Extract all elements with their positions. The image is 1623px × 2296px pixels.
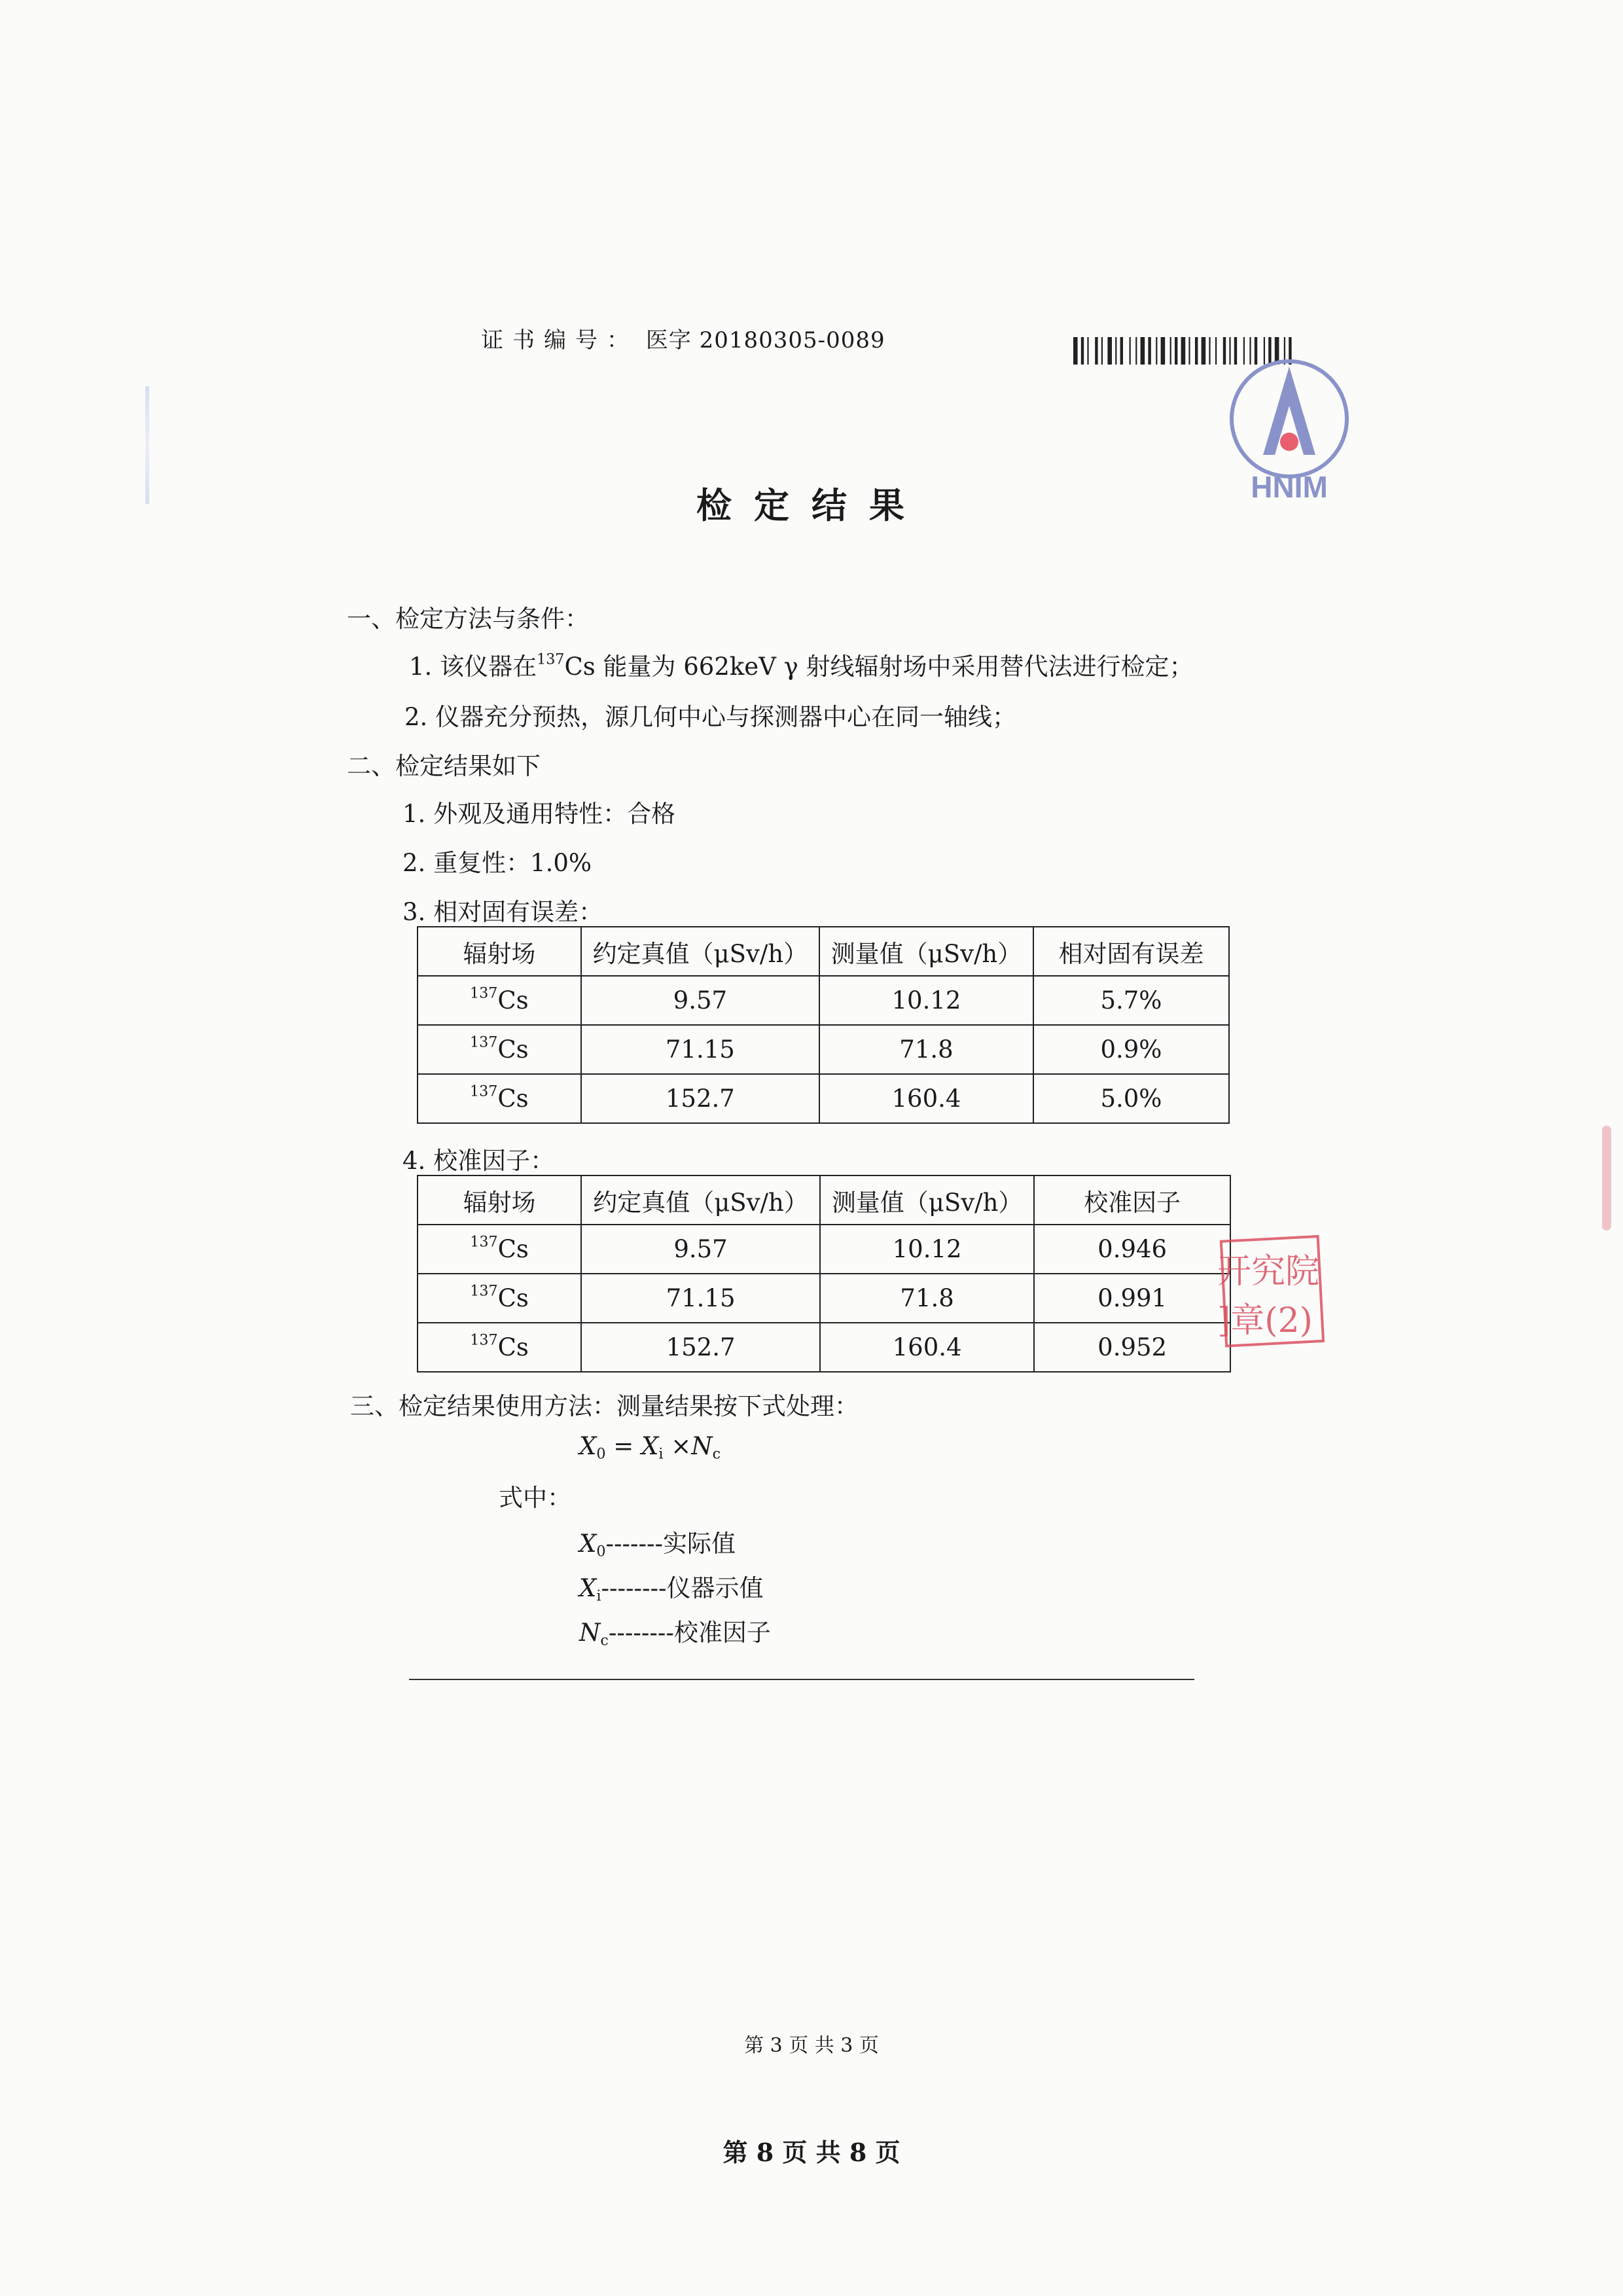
- formula: $X_0 = X_i \times N_c$: [579, 1432, 721, 1463]
- field-cell: $^{137}$Cs: [418, 1323, 581, 1372]
- section-2-heading: 二、检定结果如下: [347, 752, 541, 780]
- stamp-line-2: ]章(2): [1217, 1301, 1313, 1340]
- end-rule: [409, 1679, 1194, 1680]
- result-cell: 0.991: [1034, 1274, 1230, 1323]
- outer-page-number: 第 8 页 共 8 页: [722, 2138, 901, 2167]
- scan-edge-mark-right: [1602, 1126, 1611, 1230]
- measured-cell: 160.4: [820, 1323, 1034, 1372]
- measured-cell: 71.8: [819, 1025, 1033, 1074]
- true-value-cell: 152.7: [581, 1074, 819, 1123]
- header-cell: 辐射场: [418, 927, 581, 976]
- section-2-item-4: 4. 校准因子：: [402, 1147, 555, 1175]
- certificate-number: 医字 20180305-0089: [645, 327, 885, 353]
- section-2-item-1: 1. 外观及通用特性：合格: [402, 800, 676, 828]
- field-cell: $^{137}$Cs: [418, 1074, 581, 1123]
- field-cell: $^{137}$Cs: [418, 976, 581, 1025]
- header-cell: 相对固有误差: [1033, 927, 1229, 976]
- table-row: [418, 1025, 1229, 1074]
- result-cell: 0.946: [1034, 1225, 1230, 1274]
- header-cell: 约定真值（μSv/h）: [581, 927, 819, 976]
- stamp-line-1: 开究院: [1217, 1252, 1320, 1291]
- result-cell: 5.0%: [1033, 1074, 1229, 1123]
- table-header-row: [418, 927, 1229, 976]
- logo-text: HNIM: [1251, 470, 1328, 504]
- official-seal-stamp: [1211, 1234, 1325, 1352]
- true-value-cell: 152.7: [581, 1323, 820, 1372]
- definition-nc: $N_c--------$校准因子: [579, 1619, 771, 1649]
- table-row: [418, 1225, 1230, 1274]
- section-1-heading: 一、检定方法与条件：: [347, 605, 589, 633]
- true-value-cell: 9.57: [581, 976, 819, 1025]
- field-cell: $^{137}$Cs: [418, 1025, 581, 1074]
- measured-cell: 71.8: [820, 1274, 1034, 1323]
- section-2-item-3: 3. 相对固有误差：: [402, 898, 603, 926]
- header-cell: 测量值（μSv/h）: [820, 1175, 1034, 1225]
- field-cell: $^{137}$Cs: [418, 1274, 581, 1323]
- table-row: [418, 1274, 1230, 1323]
- definition-x0: $X_0-------$实际值: [579, 1530, 736, 1560]
- section-2-item-2: 2. 重复性：1.0%: [402, 849, 592, 877]
- measured-cell: 10.12: [819, 976, 1033, 1025]
- table-row: [418, 976, 1229, 1025]
- true-value-cell: 9.57: [581, 1225, 820, 1274]
- result-cell: 0.952: [1034, 1323, 1230, 1372]
- table-row: [418, 1074, 1229, 1123]
- formula-where-label: 式中：: [499, 1484, 571, 1512]
- table-header-row: [418, 1175, 1230, 1225]
- measured-cell: 10.12: [820, 1225, 1034, 1274]
- calibration-factor-table: [417, 1175, 1231, 1372]
- header-cell: 辐射场: [418, 1175, 581, 1225]
- result-cell: 0.9%: [1033, 1025, 1229, 1074]
- section-3-heading: 三、检定结果使用方法：测量结果按下式处理：: [350, 1392, 859, 1420]
- certificate-number-line: [481, 322, 885, 354]
- result-cell: 5.7%: [1033, 976, 1229, 1025]
- certificate-number-label: 证书编号：: [481, 327, 638, 353]
- true-value-cell: 71.15: [581, 1025, 819, 1074]
- header-cell: 测量值（μSv/h）: [819, 927, 1033, 976]
- definition-xi: $X_i--------$仪器示值: [579, 1574, 764, 1605]
- true-value-cell: 71.15: [581, 1274, 820, 1323]
- page-title: 检定结果: [696, 484, 927, 526]
- header-cell: 校准因子: [1034, 1175, 1230, 1225]
- table-row: [418, 1323, 1230, 1372]
- relative-error-table: [417, 926, 1230, 1124]
- inner-page-number: 第 3 页 共 3 页: [744, 2034, 879, 2057]
- measured-cell: 160.4: [819, 1074, 1033, 1123]
- header-cell: 约定真值（μSv/h）: [581, 1175, 820, 1225]
- section-1-item-2: 2. 仪器充分预热，源几何中心与探测器中心在同一轴线；: [404, 703, 1017, 731]
- section-1-item-1: 1. 该仪器在$^{137}$Cs 能量为 662keV γ 射线辐射场中采用替代法进行检定；: [409, 651, 1194, 681]
- field-cell: $^{137}$Cs: [418, 1225, 581, 1274]
